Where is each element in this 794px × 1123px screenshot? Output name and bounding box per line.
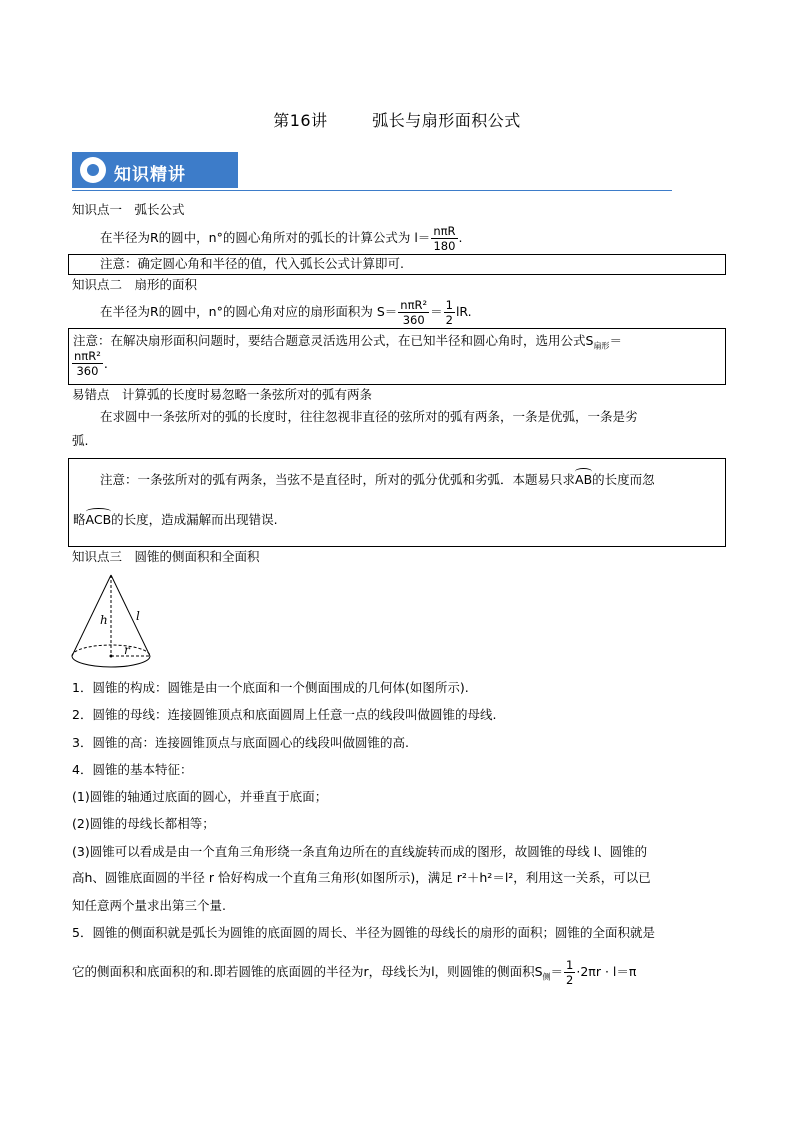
cone-figure xyxy=(68,570,156,676)
k3-p4c-3: 知任意两个量求出第三个量. xyxy=(72,898,226,913)
trap-text-1: 在求圆中一条弦所对的弧的长度时，往往忽视非直径的弦所对的弧有两条，一条是优弧，一条是劣 xyxy=(100,409,638,424)
k3-p1: 1．圆锥的构成：圆锥是由一个底面和一个侧面围成的几何体(如图所示). xyxy=(72,680,469,695)
trap-note-1: 注意：一条弦所对的弧有两条，当弦不是直径时，所对的弧分优弧和劣弧．本题易只求AB的长度而忽 xyxy=(100,472,655,487)
k3-p5-2: 它的侧面积和底面积的和.即若圆锥的底面圆的半径为r，母线长为l，则圆锥的侧面积$S_侧=$ $\frac{1}{2}$ ·2πr · l＝π xyxy=(72,958,637,987)
k3-p4b: (2)圆锥的母线长都相等； xyxy=(72,816,215,831)
k1-heading: 知识点一 弧长公式 xyxy=(72,202,185,217)
trap-heading: 易错点 计算弧的长度时易忽略一条弦所对的弧有两条 xyxy=(72,387,373,402)
k3-p4a: (1)圆锥的轴通过底面的圆心，并垂直于底面； xyxy=(72,789,328,804)
k3-p4c-2: 高h、圆锥底面圆的半径 r 恰好构成一个直角三角形(如图所示)，满足 r²＋h²＝l²，利用这一关系，可以已 xyxy=(72,870,651,885)
k3-p2: 2．圆锥的母线：连接圆锥顶点和底面圆周上任意一点的线段叫做圆锥的母线. xyxy=(72,707,497,722)
cone-center xyxy=(110,655,113,658)
cone-right-edge xyxy=(111,575,150,656)
k2-text: 在半径为R的圆中，n°的圆心角对应的扇形面积为 S＝ $\frac{\text{nπR²}}{360}$ ＝ $\frac{1}{2}$ lR. xyxy=(100,298,472,327)
cone-base-front xyxy=(72,656,150,667)
k2-note-box: 注意：在解决扇形面积问题时，要结合题意灵活选用公式，在已知半径和圆心角时，选用公式$S_{扇形}=$ $\frac{\text{nπR²}}{360}$ . xyxy=(68,328,726,385)
k3-p4: 4．圆锥的基本特征： xyxy=(72,762,193,777)
k3-heading: 知识点三 圆锥的侧面积和全面积 xyxy=(72,549,260,564)
k3-p3: 3．圆锥的高：连接圆锥顶点与底面圆心的线段叫做圆锥的高. xyxy=(72,735,409,750)
label-l: l xyxy=(136,609,140,623)
label-h: h xyxy=(100,613,108,627)
k3-p5-fraction: $\frac{1}{2}$ xyxy=(566,958,574,987)
magnifier-icon xyxy=(80,157,106,183)
page-title: 第16讲 弧长与扇形面积公式 xyxy=(273,111,521,130)
k3-p4c-1: (3)圆锥可以看成是由一个直角三角形绕一条直角边所在的直线旋转而成的图形，故圆锥的母线 l、圆锥的 xyxy=(72,844,648,859)
banner-label: 知识精讲 xyxy=(114,165,186,185)
k1-fraction: $\frac{\text{nπR}}{180}$ xyxy=(433,224,456,253)
label-r: r xyxy=(124,643,130,657)
k1-note-box xyxy=(68,254,726,275)
trap-note-box xyxy=(68,458,726,547)
k3-p5-1: 5．圆锥的侧面积就是弧长为圆锥的底面圆的周长、半径为圆锥的母线长的扇形的面积；圆锥的全面积就是 xyxy=(72,925,655,940)
k2-note-fraction: $\frac{\text{nπR²}}{360}$ xyxy=(74,349,101,378)
banner-divider xyxy=(72,190,672,191)
k2-heading: 知识点二 扇形的面积 xyxy=(72,277,198,292)
trap-text-2: 弧. xyxy=(72,433,89,448)
k1-text: 在半径为R的圆中，n°的圆心角所对的弧长的计算公式为 l＝ $\frac{\text{nπR}}{180}$ . xyxy=(100,224,463,253)
k2-note: 注意：在解决扇形面积问题时，要结合题意灵活选用公式，在已知半径和圆心角时，选用公式$S_{扇形}=$ xyxy=(73,333,622,351)
trap-note-2: 略ACB的长度，造成漏解而出现错误. xyxy=(73,512,278,527)
k1-note: 注意：确定圆心角和半径的值，代入弧长公式计算即可. xyxy=(100,256,404,271)
